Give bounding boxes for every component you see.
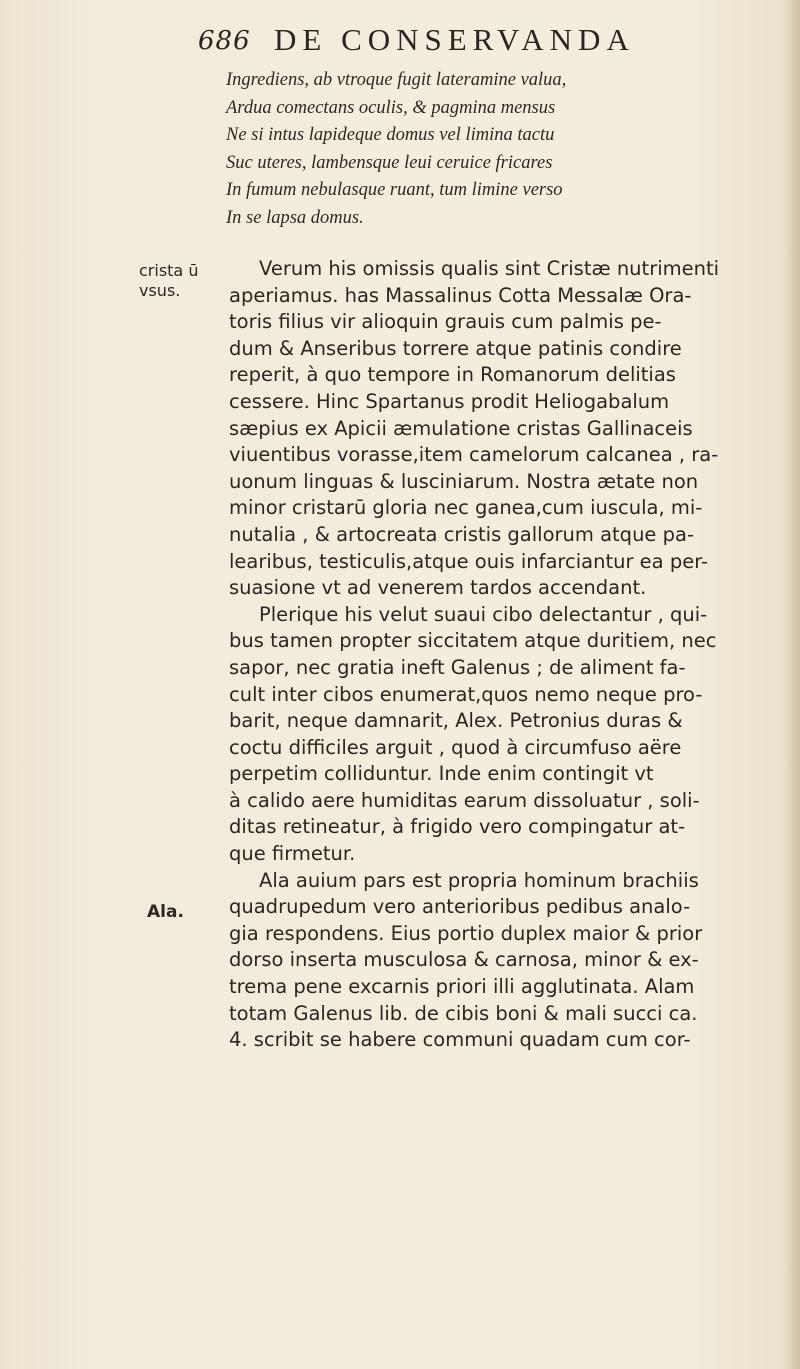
- text-line: perpetim colliduntur. Inde enim contingit vt: [229, 762, 654, 786]
- text-line: cult inter cibos enumerat,quos nemo neque pro-: [229, 682, 703, 706]
- text-line: learibus, testiculis,atque ouis infarciantur ea per-: [229, 549, 708, 573]
- body-text: [229, 256, 759, 1054]
- text-line: uonum linguas & lusciniarum. Nostra ætate non: [229, 469, 699, 493]
- page-number: 686: [198, 26, 251, 56]
- text-line: totam Galenus lib. de cibis boni & mali succi ca.: [229, 1001, 698, 1025]
- text-line: sæpius ex Apicii æmulatione cristas Gallinaceis: [229, 416, 693, 440]
- text-line: que firmetur.: [229, 842, 356, 866]
- text-line: quadrupedum vero anterioribus pedibus analo-: [229, 895, 691, 919]
- text-line: gia respondens. Eius portio duplex maior & prior: [229, 921, 703, 945]
- page-edge-shadow: [784, 0, 800, 1369]
- verse-quotation: [226, 67, 746, 232]
- text-line: nutalia , & artocreata cristis gallorum atque pa-: [229, 522, 694, 546]
- verse-line: In fumum nebulasque ruant, tum limine verso: [226, 180, 563, 200]
- text-line: Plerique his velut suaui cibo delectantur , qui-: [259, 602, 708, 626]
- text-line: trema pene excarnis priori illi agglutinata. Alam: [229, 975, 695, 999]
- page-header: [198, 20, 698, 60]
- text-line: 4. scribit se habere communi quadam cum cor-: [229, 1028, 691, 1052]
- text-line: barit, neque damnarit, Alex. Petronius duras &: [229, 709, 683, 733]
- text-line: dorso inserta musculosa & carnosa, minor & ex-: [229, 948, 699, 972]
- text-line: coctu difficiles arguit , quod à circumfuso aëre: [229, 735, 682, 759]
- text-line: toris filius vir alioquin grauis cum palmis pe-: [229, 310, 662, 334]
- verse-line: In se lapsa domus.: [226, 207, 364, 228]
- margin-note-crista: [139, 261, 198, 301]
- text-line: Verum his omissis qualis sint Cristæ nutrimenti: [259, 257, 720, 280]
- text-line: bus tamen propter siccitatem atque duritiem, nec: [229, 629, 717, 653]
- text-line: dum & Anseribus torrere atque patinis condire: [229, 336, 682, 360]
- margin-note-ala: Ala.: [147, 902, 184, 922]
- verse-line: Suc uteres, lambensque leui ceruice fricares: [226, 152, 553, 173]
- text-line: Ala auium pars est propria hominum brachiis: [259, 868, 699, 892]
- text-line: reperit, à quo tempore in Romanorum delitias: [229, 363, 676, 387]
- running-title: DE CONSERVANDA: [274, 22, 635, 57]
- text-line: cessere. Hinc Spartanus prodit Heliogabalum: [229, 389, 670, 413]
- margin-note-line: crista ū: [139, 261, 199, 280]
- verse-line: Ingrediens, ab vtroque fugit lateramine valua,: [226, 70, 567, 90]
- text-line: viuentibus vorasse,item camelorum calcanea , ra-: [229, 443, 719, 467]
- text-line: ditas retineatur, à frigido vero compingatur at-: [229, 815, 686, 839]
- text-line: suasione vt ad venerem tardos accendant.: [229, 576, 647, 600]
- text-line: sapor, nec gratia ineft Galenus ; de aliment fa-: [229, 655, 686, 679]
- margin-note-line: vsus.: [139, 281, 181, 300]
- text-line: à calido aere humiditas earum dissoluatur , soli-: [229, 788, 700, 812]
- text-line: aperiamus. has Massalinus Cotta Messalæ Ora-: [229, 283, 692, 307]
- verse-line: Ardua comectans oculis, & pagmina mensus: [226, 97, 556, 118]
- text-line: minor cristarū gloria nec ganea,cum iuscula, mi-: [229, 496, 703, 520]
- verse-line: Ne si intus lapideque domus vel limina tactu: [226, 125, 555, 145]
